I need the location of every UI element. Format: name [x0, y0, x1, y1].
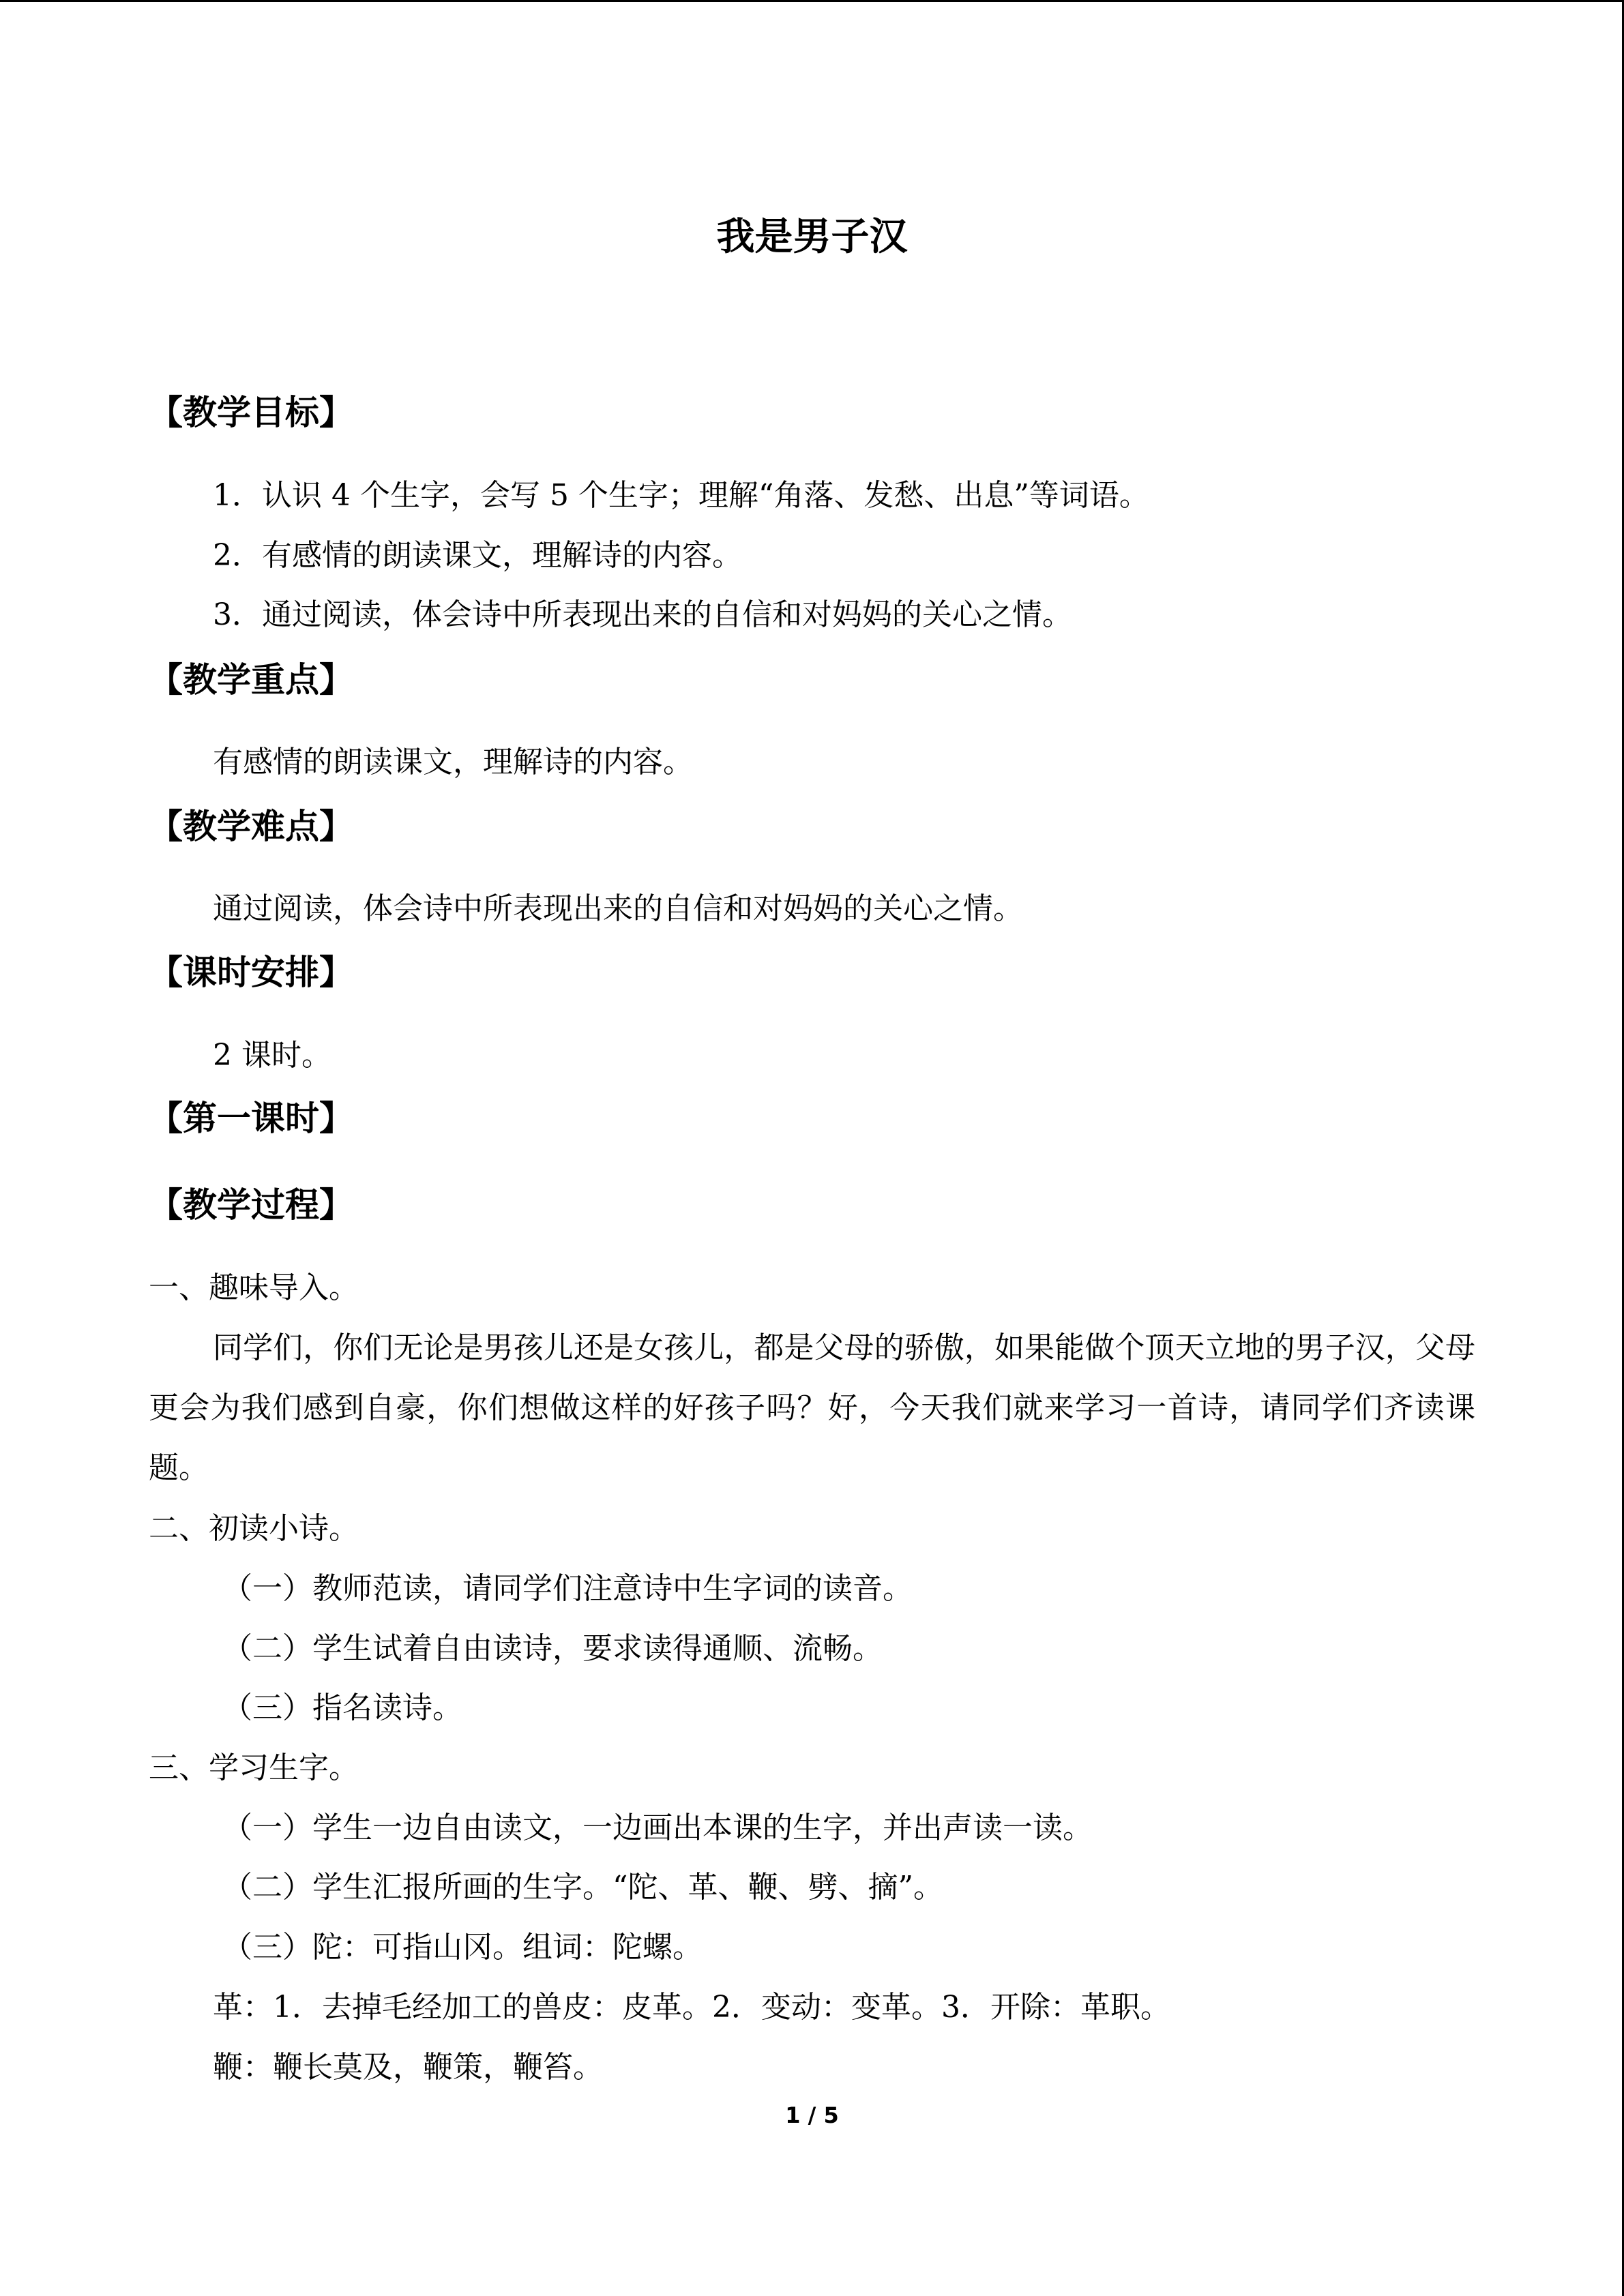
step1-title: 一、趣味导入。: [149, 1270, 359, 1305]
schedule-text: 2 课时。: [213, 1038, 331, 1073]
objective-item-3: 3．通过阅读，体会诗中所表现出来的自信和对妈妈的关心之情。: [213, 597, 1072, 632]
objectives-heading: 【教学目标】: [149, 393, 353, 432]
key-points-heading: 【教学重点】: [149, 660, 353, 700]
page-border-top: [0, 0, 1624, 2]
key-points-text: 有感情的朗读课文，理解诗的内容。: [213, 745, 693, 779]
schedule-heading: 【课时安排】: [149, 953, 353, 992]
step3-item-2: （二）学生汇报所画的生字。“陀、革、鞭、劈、摘”。: [222, 1870, 943, 1905]
step3-title: 三、学习生字。: [149, 1750, 359, 1785]
step3-extra-2: 鞭：鞭长莫及，鞭策，鞭笞。: [213, 2050, 603, 2085]
step3-item-1: （一）学生一边自由读文，一边画出本课的生字，并出声读一读。: [222, 1810, 1093, 1845]
lesson-heading: 【第一课时】: [149, 1099, 353, 1138]
objective-item-1: 1．认识 4 个生字，会写 5 个生字；理解“角落、发愁、出息”等词语。: [213, 478, 1149, 513]
step2-item-2: （二）学生试着自由读诗，要求读得通顺、流畅。: [222, 1631, 883, 1666]
step2-item-3: （三）指名读诗。: [222, 1690, 462, 1725]
step3-item-3: （三）陀：可指山冈。组词：陀螺。: [222, 1930, 703, 1965]
objective-item-2: 2．有感情的朗读课文，理解诗的内容。: [213, 538, 742, 573]
step2-item-1: （一）教师范读，请同学们注意诗中生字词的读音。: [222, 1571, 913, 1606]
step2-title: 二、初读小诗。: [149, 1511, 359, 1546]
difficulties-text: 通过阅读，体会诗中所表现出来的自信和对妈妈的关心之情。: [213, 891, 1023, 926]
step3-extra-1: 革：1．去掉毛经加工的兽皮：皮革。2．变动：变革。3．开除：革职。: [213, 1990, 1170, 2025]
document-title: 我是男子汉: [716, 215, 908, 259]
page-number: 1 / 5: [785, 2102, 839, 2128]
difficulties-heading: 【教学难点】: [149, 807, 353, 846]
step1-body: 同学们，你们无论是男孩儿还是女孩儿，都是父母的骄傲，如果能做个顶天立地的男子汉，父母更会为我们感到自豪，你们想做这样的好孩子吗？好，今天我们就来学习一首诗，请同学们齐读课题。: [149, 1330, 1475, 1485]
process-heading: 【教学过程】: [149, 1185, 353, 1225]
